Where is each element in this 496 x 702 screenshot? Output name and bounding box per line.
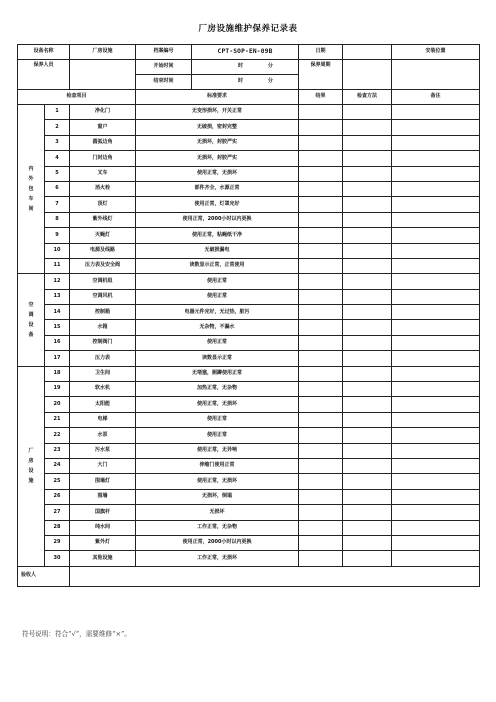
item-name: 净化门 [70, 105, 136, 120]
document-title: 厂房设施维护保养记录表 [198, 24, 298, 34]
method-cell[interactable] [343, 305, 392, 320]
remark-cell[interactable] [392, 428, 480, 443]
method-cell[interactable] [343, 228, 392, 243]
item-name: 电梯 [70, 412, 136, 427]
table-row [18, 305, 480, 320]
item-name: 太阳能 [70, 397, 136, 412]
maintainer-label: 保养人员 [18, 60, 70, 90]
item-name: 空调风机 [70, 289, 136, 304]
header-row-1 [18, 45, 480, 60]
remark-cell[interactable] [392, 243, 480, 258]
item-number: 15 [45, 320, 70, 335]
item-name: 叉车 [70, 166, 136, 181]
group-label-char: 车 [28, 196, 34, 203]
method-cell[interactable] [343, 505, 392, 520]
item-number: 3 [45, 135, 70, 150]
end-minute-label: 分 [267, 78, 273, 85]
table-row [18, 397, 480, 412]
cycle-field[interactable] [343, 60, 392, 90]
method-cell[interactable] [343, 105, 392, 120]
table-row [18, 520, 480, 535]
group-label-char: 厂 [28, 448, 34, 455]
method-cell[interactable] [343, 520, 392, 535]
item-number: 21 [45, 412, 70, 427]
item-standard: 使用正常 [136, 428, 299, 443]
maintainer-field[interactable] [70, 60, 136, 90]
start-hour-label: 时 [238, 63, 244, 70]
item-number: 2 [45, 120, 70, 135]
result-cell[interactable] [299, 428, 343, 443]
col-method-header: 检查方法 [343, 90, 392, 105]
result-cell[interactable] [299, 151, 343, 166]
table-row [18, 228, 480, 243]
item-number: 5 [45, 166, 70, 181]
group-label [18, 366, 45, 566]
remark-cell[interactable] [392, 181, 480, 196]
remark-cell[interactable] [392, 228, 480, 243]
item-standard: 使用正常 [136, 289, 299, 304]
result-cell[interactable] [299, 305, 343, 320]
remark-cell[interactable] [392, 135, 480, 150]
result-cell[interactable] [299, 105, 343, 120]
group-label-char: 包 [28, 186, 34, 193]
item-number: 19 [45, 382, 70, 397]
table-row [18, 135, 480, 150]
method-cell[interactable] [343, 551, 392, 566]
item-standard: 使用正常，无损坏 [136, 166, 299, 181]
remark-cell[interactable] [392, 366, 480, 381]
table-row [18, 505, 480, 520]
item-number: 24 [45, 458, 70, 473]
item-name: 软水机 [70, 382, 136, 397]
table-row [18, 366, 480, 381]
item-standard: 使用正常，无损坏 [136, 397, 299, 412]
remark-cell[interactable] [392, 412, 480, 427]
item-standard: 无损坏，封胶严实 [136, 151, 299, 166]
table-row [18, 458, 480, 473]
result-cell[interactable] [299, 351, 343, 366]
item-standard: 加热正常，无杂物 [136, 382, 299, 397]
remark-cell[interactable] [392, 274, 480, 289]
table-row [18, 335, 480, 350]
result-cell[interactable] [299, 382, 343, 397]
file-no-value[interactable]: CPT-SOP-EN-09B [192, 45, 299, 60]
table-row [18, 551, 480, 566]
item-name: 窗户 [70, 120, 136, 135]
item-number: 11 [45, 258, 70, 273]
result-cell[interactable] [299, 243, 343, 258]
group-label-char: 内 [28, 166, 34, 173]
remark-cell[interactable] [392, 489, 480, 504]
item-standard: 无破损漏电 [136, 243, 299, 258]
date-label: 日期 [299, 45, 343, 60]
remark-cell[interactable] [392, 105, 480, 120]
method-cell[interactable] [343, 535, 392, 550]
column-header-row [18, 90, 480, 105]
item-number: 18 [45, 366, 70, 381]
item-name: 纯水间 [70, 520, 136, 535]
item-standard: 电器元件完好，无过热，脏污 [136, 305, 299, 320]
item-standard: 使用正常 [136, 335, 299, 350]
table-row [18, 120, 480, 135]
result-cell[interactable] [299, 458, 343, 473]
result-cell[interactable] [299, 228, 343, 243]
remark-cell[interactable] [392, 551, 480, 566]
item-standard: 无损坏，倒塌 [136, 489, 299, 504]
item-number: 27 [45, 505, 70, 520]
remark-cell[interactable] [392, 151, 480, 166]
item-number: 20 [45, 397, 70, 412]
item-number: 17 [45, 351, 70, 366]
table-row [18, 258, 480, 273]
remark-cell[interactable] [392, 458, 480, 473]
item-standard: 使用正常，粘蝇纸干净 [136, 228, 299, 243]
item-number: 7 [45, 197, 70, 212]
remark-cell[interactable] [392, 212, 480, 227]
method-cell[interactable] [343, 412, 392, 427]
table-row [18, 351, 480, 366]
remark-cell[interactable] [392, 335, 480, 350]
remark-cell[interactable] [392, 166, 480, 181]
col-standard-header: 标准要求 [136, 90, 299, 105]
item-number: 25 [45, 474, 70, 489]
item-standard: 工作正常，无杂物 [136, 520, 299, 535]
result-cell[interactable] [299, 120, 343, 135]
group-label-char: 外 [28, 176, 34, 183]
item-name: 消火栓 [70, 181, 136, 196]
remark-cell[interactable] [392, 535, 480, 550]
item-name: 压力表 [70, 351, 136, 366]
file-no-label: 档案编号 [136, 45, 192, 60]
item-name: 灭蝇灯 [70, 228, 136, 243]
method-cell[interactable] [343, 120, 392, 135]
location-field[interactable] [392, 60, 480, 90]
table-row [18, 212, 480, 227]
item-standard: 读数显示正常，正常使用 [136, 258, 299, 273]
acceptor-row [18, 566, 480, 586]
group-label [18, 105, 45, 274]
table-row [18, 474, 480, 489]
result-cell[interactable] [299, 474, 343, 489]
device-name-label: 设备名称 [18, 45, 70, 60]
table-row [18, 181, 480, 196]
result-cell[interactable] [299, 412, 343, 427]
item-name: 水箱 [70, 320, 136, 335]
table-row [18, 105, 480, 120]
remark-cell[interactable] [392, 289, 480, 304]
item-number: 22 [45, 428, 70, 443]
remark-cell[interactable] [392, 320, 480, 335]
remark-cell[interactable] [392, 197, 480, 212]
table-row [18, 443, 480, 458]
method-cell[interactable] [343, 258, 392, 273]
group-label-char: 设 [28, 468, 34, 475]
item-name: 国旗杆 [70, 505, 136, 520]
method-cell[interactable] [343, 428, 392, 443]
result-cell[interactable] [299, 212, 343, 227]
table-row [18, 382, 480, 397]
group-label [18, 274, 45, 366]
result-cell[interactable] [299, 289, 343, 304]
group-label-char: 房 [28, 458, 34, 465]
item-number: 4 [45, 151, 70, 166]
method-cell[interactable] [343, 151, 392, 166]
result-cell[interactable] [299, 397, 343, 412]
table-row [18, 289, 480, 304]
table-row [18, 489, 480, 504]
start-time-label: 开始时间 [136, 60, 192, 75]
result-cell[interactable] [299, 335, 343, 350]
remark-cell[interactable] [392, 520, 480, 535]
item-number: 9 [45, 228, 70, 243]
item-standard: 使用正常，2000小时以内更换 [136, 535, 299, 550]
method-cell[interactable] [343, 397, 392, 412]
table-row [18, 274, 480, 289]
item-number: 8 [45, 212, 70, 227]
cycle-label: 保养周期 [299, 60, 343, 90]
group-label-char: 间 [28, 206, 34, 213]
date-field[interactable] [343, 45, 392, 60]
group-label-char: 备 [28, 331, 34, 338]
item-name: 围墙 [70, 489, 136, 504]
item-standard: 部件齐全，水源正常 [136, 181, 299, 196]
item-name: 围墙灯 [70, 474, 136, 489]
result-cell[interactable] [299, 135, 343, 150]
item-name: 空调机组 [70, 274, 136, 289]
acceptor-label: 验收人 [18, 566, 70, 586]
result-cell[interactable] [299, 489, 343, 504]
item-standard: 使用正常，2000小时以内更换 [136, 212, 299, 227]
item-name: 电源及线路 [70, 243, 136, 258]
item-standard: 无损坏，封胶严实 [136, 135, 299, 150]
method-cell[interactable] [343, 489, 392, 504]
item-name: 卫生间 [70, 366, 136, 381]
start-time-field[interactable] [192, 60, 299, 75]
table-row [18, 243, 480, 258]
item-number: 14 [45, 305, 70, 320]
result-cell[interactable] [299, 535, 343, 550]
item-standard: 伸缩门使用正常 [136, 458, 299, 473]
item-number: 29 [45, 535, 70, 550]
method-cell[interactable] [343, 166, 392, 181]
method-cell[interactable] [343, 181, 392, 196]
item-standard: 使用正常 [136, 412, 299, 427]
item-number: 1 [45, 105, 70, 120]
table-row [18, 166, 480, 181]
item-number: 12 [45, 274, 70, 289]
remark-cell[interactable] [392, 397, 480, 412]
item-number: 10 [45, 243, 70, 258]
item-name: 控制箱 [70, 305, 136, 320]
device-name-value[interactable]: 厂房设施 [70, 45, 136, 60]
method-cell[interactable] [343, 243, 392, 258]
item-name: 控制阀门 [70, 335, 136, 350]
result-cell[interactable] [299, 551, 343, 566]
item-name: 其他设施 [70, 551, 136, 566]
method-cell[interactable] [343, 474, 392, 489]
remark-cell[interactable] [392, 258, 480, 273]
col-remark-header: 备注 [392, 90, 480, 105]
table-row [18, 412, 480, 427]
table-row [18, 428, 480, 443]
table-row [18, 535, 480, 550]
method-cell[interactable] [343, 212, 392, 227]
remark-cell[interactable] [392, 474, 480, 489]
item-standard: 无变形损坏，开关正常 [136, 105, 299, 120]
remark-cell[interactable] [392, 443, 480, 458]
item-standard: 使用正常，无异响 [136, 443, 299, 458]
group-label-char: 施 [28, 478, 34, 485]
item-standard: 无破损，密封完整 [136, 120, 299, 135]
symbol-note: 符号说明：符合“√”，需要维修“×”。 [22, 630, 131, 638]
result-cell[interactable] [299, 320, 343, 335]
method-cell[interactable] [343, 366, 392, 381]
method-cell[interactable] [343, 135, 392, 150]
item-name: 大门 [70, 458, 136, 473]
item-name: 紫外线灯 [70, 212, 136, 227]
location-label: 安装位置 [392, 45, 480, 60]
item-name: 压力表及安全阀 [70, 258, 136, 273]
item-number: 13 [45, 289, 70, 304]
result-cell[interactable] [299, 181, 343, 196]
group-label-char: 设 [28, 321, 34, 328]
result-cell[interactable] [299, 166, 343, 181]
method-cell[interactable] [343, 274, 392, 289]
method-cell[interactable] [343, 335, 392, 350]
item-number: 16 [45, 335, 70, 350]
end-time-label: 结束时间 [136, 75, 192, 90]
col-result-header: 结果 [299, 90, 343, 105]
item-number: 28 [45, 520, 70, 535]
item-standard: 无损坏 [136, 505, 299, 520]
item-number: 23 [45, 443, 70, 458]
remark-cell[interactable] [392, 305, 480, 320]
result-cell[interactable] [299, 520, 343, 535]
item-number: 26 [45, 489, 70, 504]
remark-cell[interactable] [392, 351, 480, 366]
method-cell[interactable] [343, 320, 392, 335]
method-cell[interactable] [343, 351, 392, 366]
result-cell[interactable] [299, 443, 343, 458]
result-cell[interactable] [299, 197, 343, 212]
item-name: 水泵 [70, 428, 136, 443]
item-standard: 读数显示正常 [136, 351, 299, 366]
method-cell[interactable] [343, 382, 392, 397]
col-item-header: 检查项目 [18, 90, 136, 105]
group-label-char: 空 [28, 301, 34, 308]
item-name: 紫外灯 [70, 535, 136, 550]
table-row [18, 320, 480, 335]
item-standard: 使用正常，灯罩完好 [136, 197, 299, 212]
header-row-2 [18, 60, 480, 75]
result-cell[interactable] [299, 274, 343, 289]
item-name: 顶灯 [70, 197, 136, 212]
maintenance-record-table [17, 44, 480, 587]
table-row [18, 197, 480, 212]
item-standard: 使用正常 [136, 274, 299, 289]
item-name: 圆弧边角 [70, 135, 136, 150]
item-standard: 工作正常，无损坏 [136, 551, 299, 566]
acceptor-signature-field[interactable] [70, 566, 480, 586]
item-number: 30 [45, 551, 70, 566]
table-row [18, 151, 480, 166]
item-number: 6 [45, 181, 70, 196]
method-cell[interactable] [343, 443, 392, 458]
item-name: 污水泵 [70, 443, 136, 458]
item-standard: 使用正常，无损坏 [136, 474, 299, 489]
start-minute-label: 分 [267, 63, 273, 70]
item-standard: 无杂物，不漏水 [136, 320, 299, 335]
result-cell[interactable] [299, 366, 343, 381]
remark-cell[interactable] [392, 120, 480, 135]
method-cell[interactable] [343, 197, 392, 212]
end-time-field[interactable] [192, 75, 299, 90]
method-cell[interactable] [343, 458, 392, 473]
result-cell[interactable] [299, 258, 343, 273]
method-cell[interactable] [343, 289, 392, 304]
end-hour-label: 时 [238, 78, 244, 85]
result-cell[interactable] [299, 505, 343, 520]
remark-cell[interactable] [392, 382, 480, 397]
item-standard: 无堵塞，厕蹲使用正常 [136, 366, 299, 381]
group-label-char: 调 [28, 311, 34, 318]
item-name: 门封边角 [70, 151, 136, 166]
remark-cell[interactable] [392, 505, 480, 520]
